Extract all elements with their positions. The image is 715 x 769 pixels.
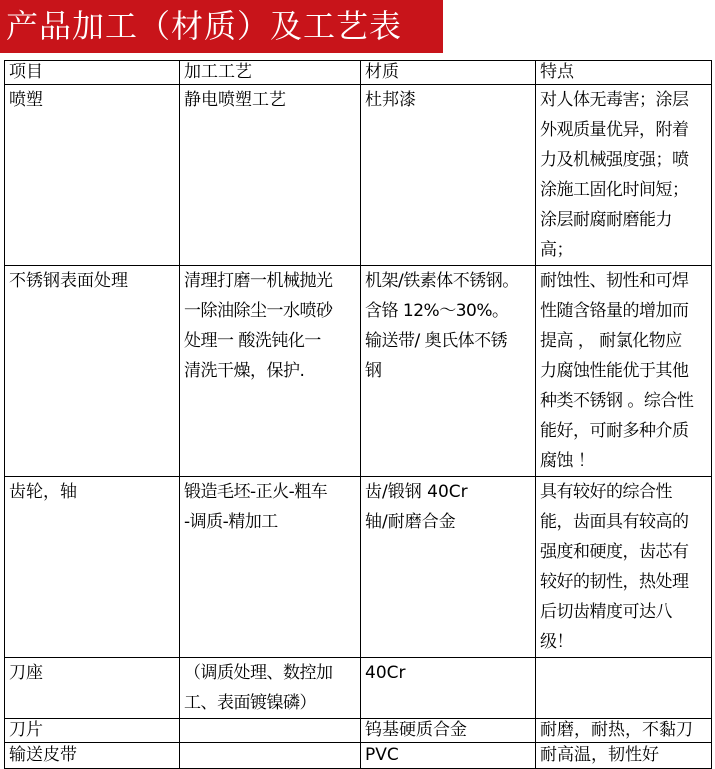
cell-process: 锻造毛坯-正火-粗车 -调质-精加工 (180, 477, 361, 658)
cell-features: 对人体无毒害；涂层 外观质量优异，附着 力及机械强度强；喷 涂施工固化时间短； 涂层耐腐耐磨能力 高； (536, 85, 712, 266)
cell-process (180, 719, 361, 743)
cell-process (180, 743, 361, 769)
cell-material: 钨基硬质合金 (361, 719, 536, 743)
cell-item: 齿轮，轴 (5, 477, 180, 658)
cell-item: 输送皮带 (5, 743, 180, 769)
cell-process: （调质处理、数控加 工、表面镀镍磷） (180, 658, 361, 719)
header-item: 项目 (5, 61, 180, 85)
cell-material: 40Cr (361, 658, 536, 719)
table-row (5, 477, 712, 658)
cell-material: 杜邦漆 (361, 85, 536, 266)
table-row (5, 85, 712, 266)
cell-material: 机架/铁素体不锈钢。 含铬 12%～30%。 输送带/ 奥氏体不锈 钢 (361, 266, 536, 477)
cell-features: 耐磨，耐热，不黏刀 (536, 719, 712, 743)
table-header-row (5, 61, 712, 85)
cell-item: 喷塑 (5, 85, 180, 266)
table-row (5, 658, 712, 719)
cell-features (536, 658, 712, 719)
cell-process: 清理打磨一机械抛光 一除油除尘一水喷砂 处理一 酸洗钝化一 清洗干燥，保护. (180, 266, 361, 477)
cell-item: 刀座 (5, 658, 180, 719)
process-material-table (4, 60, 712, 769)
cell-features: 耐蚀性、韧性和可焊 性随含铬量的增加而 提高 ， 耐氯化物应 力腐蚀性能优于其他 种类不锈钢 。综合性 能好，可耐多种介质 腐蚀 ！ (536, 266, 712, 477)
table-row (5, 266, 712, 477)
cell-features: 具有较好的综合性 能，齿面具有较高的 强度和硬度，齿芯有 较好的韧性，热处理 后切齿精度可达八 级！ (536, 477, 712, 658)
cell-material: PVC (361, 743, 536, 769)
page-title: 产品加工（材质）及工艺表 (0, 0, 443, 53)
header-process: 加工工艺 (180, 61, 361, 85)
cell-features: 耐高温，韧性好 (536, 743, 712, 769)
cell-item: 刀片 (5, 719, 180, 743)
header-features: 特点 (536, 61, 712, 85)
header-material: 材质 (361, 61, 536, 85)
table-row (5, 743, 712, 769)
cell-material: 齿/锻钢 40Cr 轴/耐磨合金 (361, 477, 536, 658)
cell-process: 静电喷塑工艺 (180, 85, 361, 266)
cell-item: 不锈钢表面处理 (5, 266, 180, 477)
table-row (5, 719, 712, 743)
